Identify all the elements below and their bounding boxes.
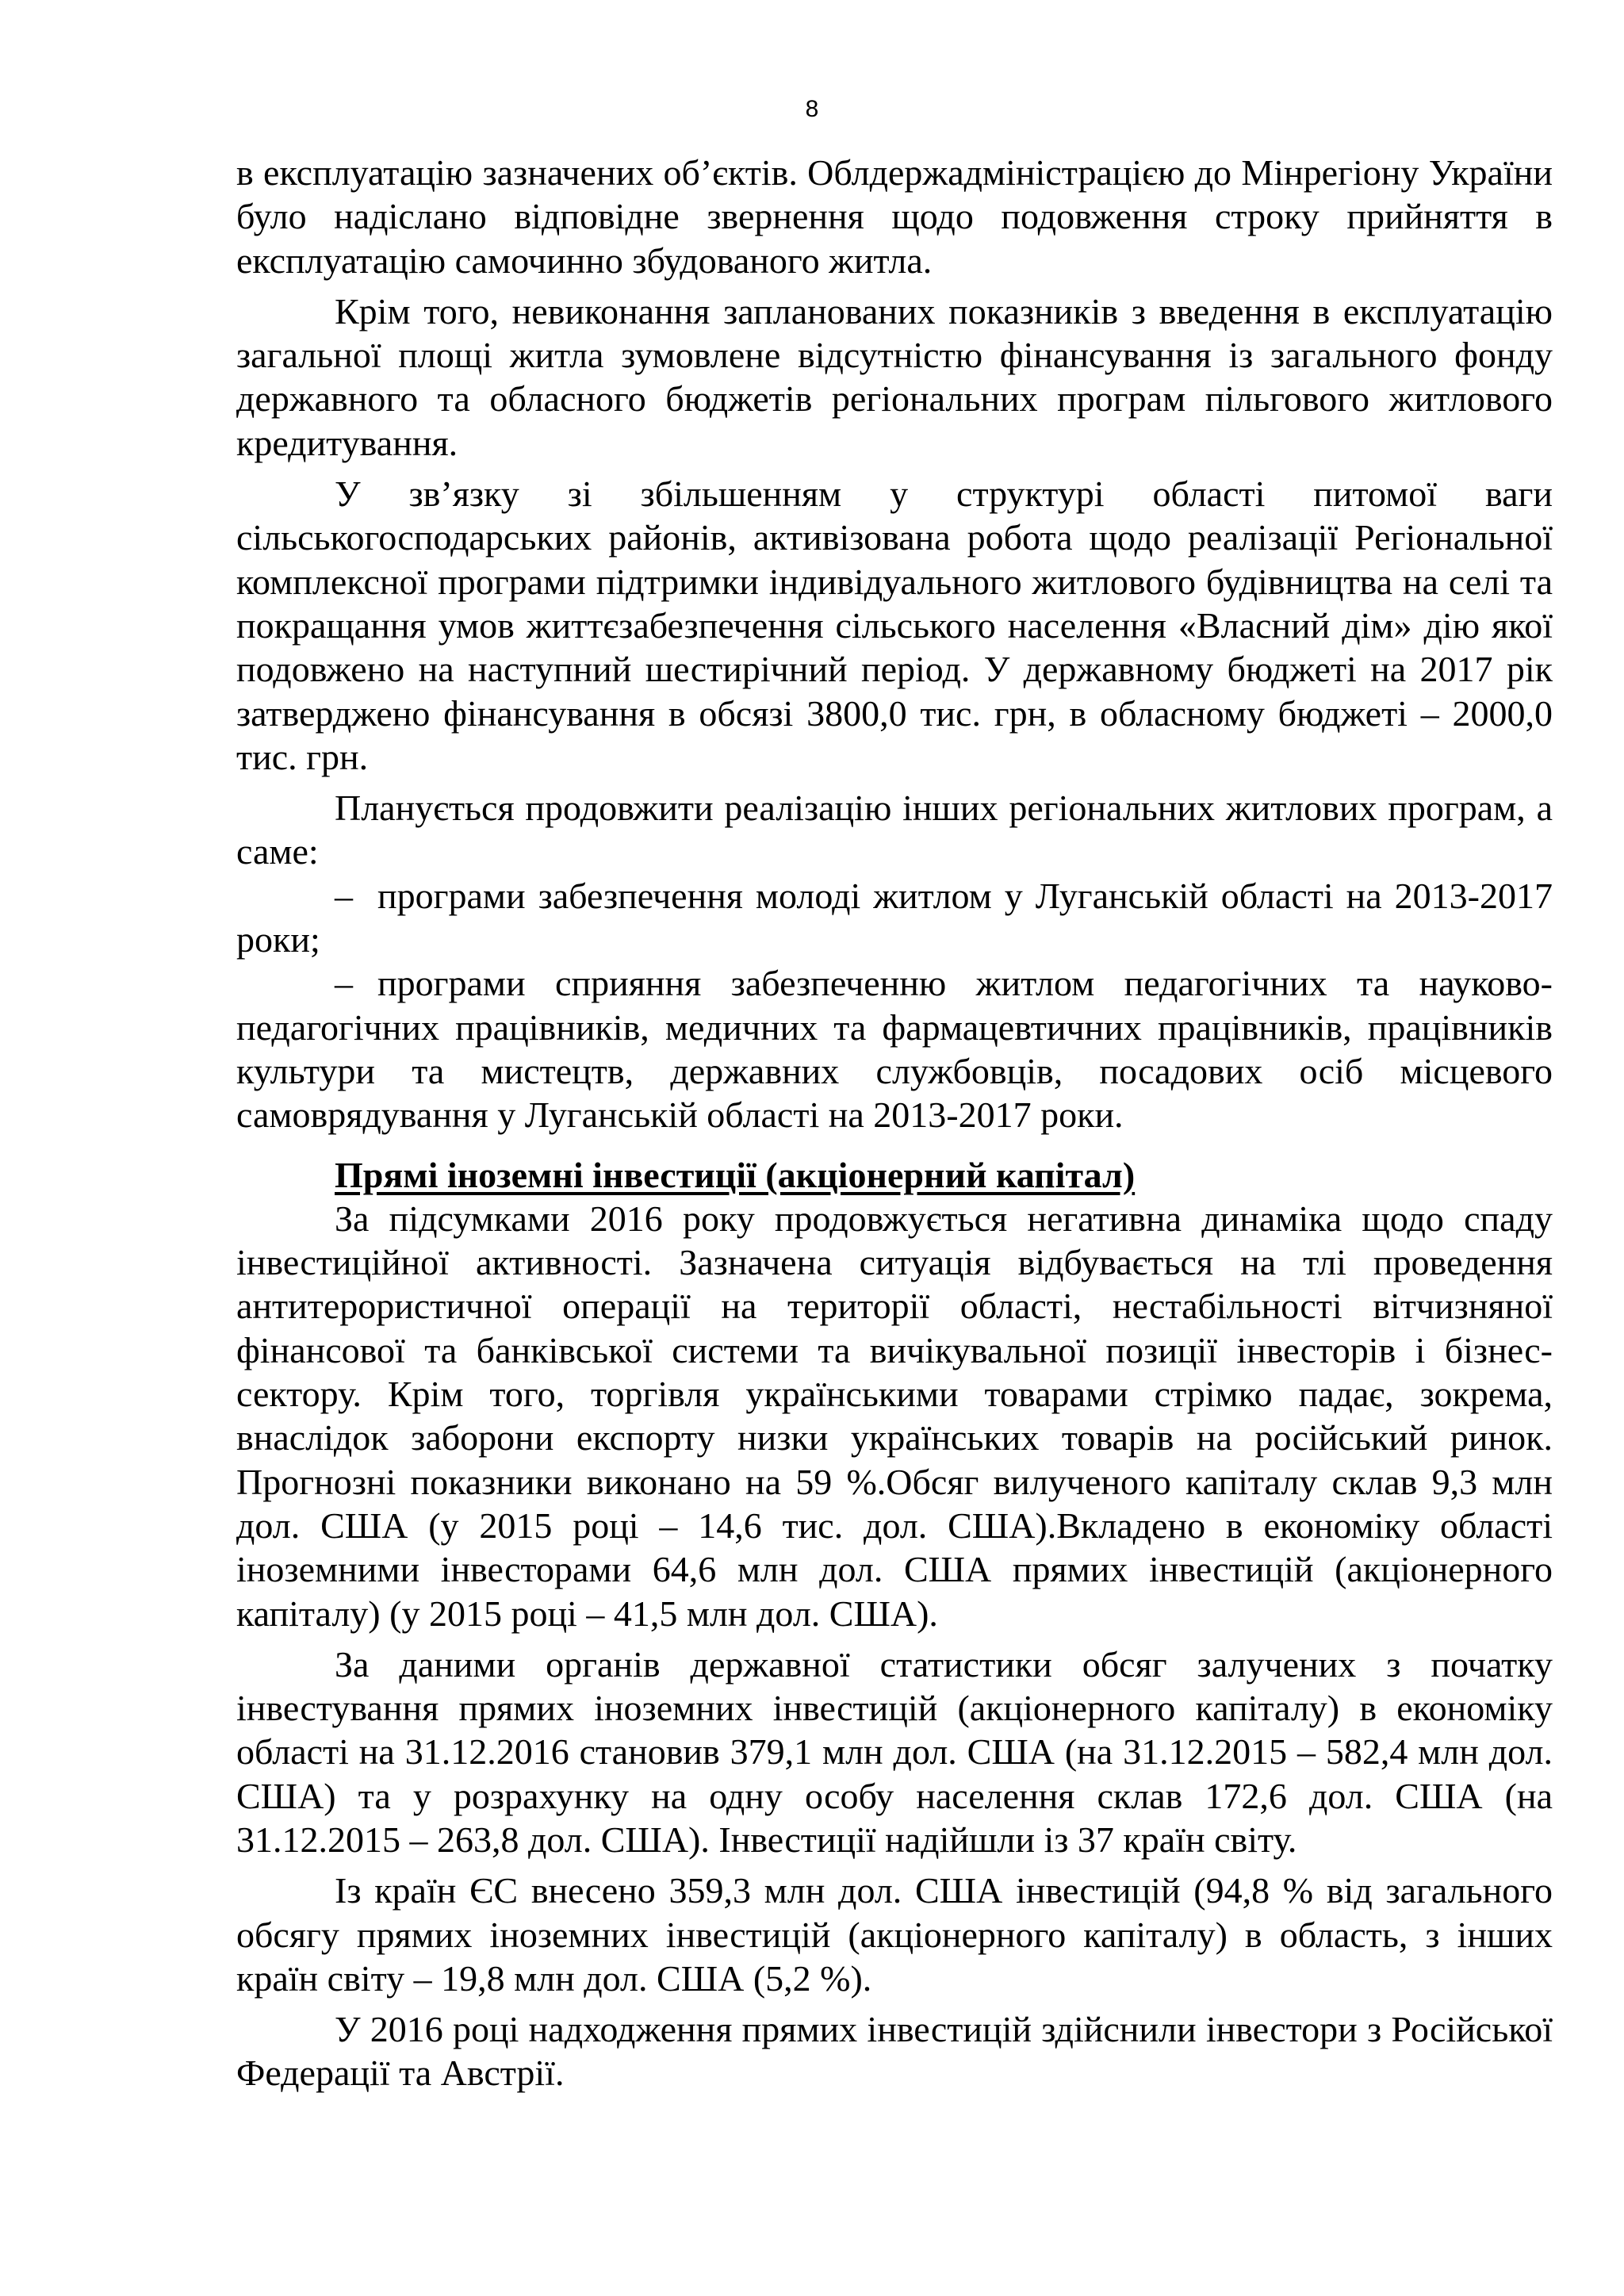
paragraph: Планується продовжити реалізацію інших регіональних житлових програм, а саме: bbox=[236, 788, 1553, 872]
paragraph: У 2016 році надходження прямих інвестицій здійснили інвестори з Російської Федерації та Австрії. bbox=[236, 2009, 1553, 2094]
list-item bbox=[236, 961, 1553, 1137]
dash-bullet: – bbox=[335, 963, 353, 1004]
paragraph-continuation: в експлуатацію зазначених об’єктів. Облдержадміністрацією до Мінрегіону України було надіслано відповідне звернення щодо подовження строку прийняття в експлуатацію самочинно збудованого житла. bbox=[236, 152, 1553, 281]
list-item-text: програми забезпечення молоді житлом у Луганській області на 2013-2017 роки; bbox=[236, 875, 1553, 960]
dash-bullet: – bbox=[335, 875, 353, 916]
page-number: 8 bbox=[805, 96, 819, 122]
section-heading: Прямі іноземні інвестиції (акціонерний капітал) bbox=[335, 1154, 1136, 1195]
list-item-text: програми сприяння забезпеченню житлом педагогічних та науково-педагогічних працівників, медичних та фармацевтичних працівників, працівників культури та мистецтв, державних службовців, посадових осіб місцевого самоврядування у Луганській області на 2013-2017 роки. bbox=[236, 963, 1553, 1136]
paragraph: У зв’язку зі збільшенням у структурі області питомої ваги сільськогосподарських районів, активізована робота щодо реалізації Регіональної комплексної програми підтримки індивідуального житлового будівництва на селі та покращання умов життєзабезпечення сільського населення «Власний дім» дію якої подовжено на наступний шестирічний період. У державному бюджеті на 2017 рік затверджено фінансування в обсязі 3800,0 тис. грн, в обласному бюджеті – 2000,0 тис. грн. bbox=[236, 473, 1553, 777]
list-item bbox=[236, 874, 1553, 962]
document-body bbox=[236, 151, 1553, 2095]
paragraph: Крім того, невиконання запланованих показників з введення в експлуатацію загальної площі житла зумовлене відсутністю фінансування із загального фонду державного та обласного бюджетів регіональних програм пільгового житлового кредитування. bbox=[236, 290, 1553, 463]
paragraph: За даними органів державної статистики обсяг залучених з початку інвестування прямих іноземних інвестицій (акціонерного капіталу) в економіку області на 31.12.2016 становив 379,1 млн дол. США (на 31.12.2015 – 582,4 млн дол. США) та у розрахунку на одну особу населення склав 172,6 дол. США (на 31.12.2015 – 263,8 дол. США). Інвестиції надійшли із 37 країн світу. bbox=[236, 1643, 1553, 1860]
paragraph: Із країн ЄС внесено 359,3 млн дол. США інвестицій (94,8 % від загального обсягу прямих іноземних інвестицій (акціонерного капіталу) в область, з інших країн світу – 19,8 млн дол. США (5,2 %). bbox=[236, 1870, 1553, 1999]
paragraph: За підсумками 2016 року продовжується негативна динаміка щодо спаду інвестиційної активності. Зазначена ситуація відбувається на тлі проведення антитерористичної операції на території області, нестабільності вітчизняної фінансової та банківської системи та вичікувальної позиції інвесторів і бізнес-сектору. Крім того, торгівля українськими товарами стрімко падає, зокрема, внаслідок заборони експорту низки українських товарів на російський ринок. Прогнозні показники виконано на 59 %.Обсяг вилученого капіталу склав 9,3 млн дол. США (у 2015 році – 14,6 тис. дол. США).Вкладено в економіку області іноземними інвесторами 64,6 млн дол. США прямих інвестицій (акціонерного капіталу) (у 2015 році – 41,5 млн дол. США). bbox=[236, 1198, 1553, 1634]
